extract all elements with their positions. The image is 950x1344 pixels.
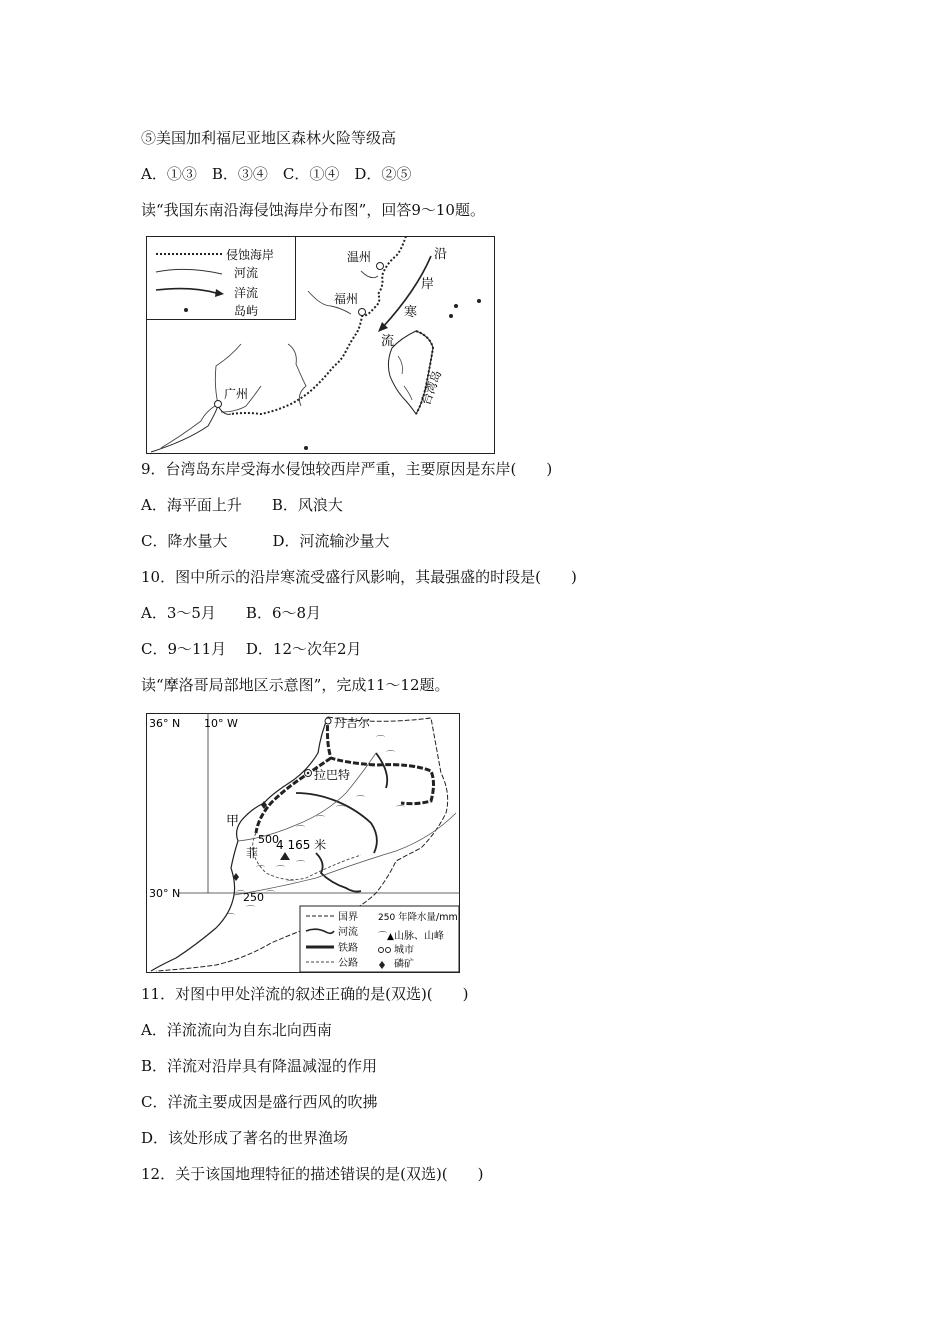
current-char-2: 岸: [421, 277, 435, 292]
city-wenzhou-marker: [377, 263, 384, 270]
svg-text:⌒: ⌒: [266, 891, 276, 901]
label-250: 250: [243, 891, 264, 904]
svg-text:⌒: ⌒: [256, 866, 266, 876]
peak-label: 4 165 米: [276, 838, 327, 852]
legend-isoline-value: 250: [378, 913, 396, 923]
lat-36n: 36° N: [149, 717, 181, 730]
svg-text:⌒: ⌒: [246, 906, 256, 916]
legend-river: 河流: [234, 266, 259, 280]
svg-text:⌒: ⌒: [336, 806, 346, 816]
city-tangier: 丹吉尔: [334, 716, 371, 730]
instruction-11-12: 读“摩洛哥局部地区示意图”，完成11～12题。: [141, 676, 450, 694]
taiwan-label: 台湾岛: [418, 368, 445, 408]
city-guangzhou: 广州: [224, 387, 249, 401]
question-9: 9．台湾岛东岸受海水侵蚀较西岸严重，主要原因是东岸( ): [141, 460, 553, 478]
label-jia: 甲: [226, 814, 240, 829]
svg-text:⌒: ⌒: [226, 914, 236, 924]
legend-island: 岛屿: [234, 304, 259, 318]
answer-options-8: A．①③ B．③④ C．①④ D．②⑤: [141, 165, 412, 183]
city-rabat-marker-inner: [307, 772, 310, 775]
svg-text:⌒: ⌒: [376, 736, 386, 746]
legend-mountain-symbol: ⌒▲: [378, 932, 394, 942]
island-dot: [449, 314, 453, 318]
svg-text:⌒: ⌒: [276, 866, 286, 876]
peak-icon: [280, 852, 290, 860]
legend-road: 公路: [338, 958, 358, 969]
svg-text:⌒: ⌒: [236, 891, 246, 901]
legend-river: 河流: [338, 927, 358, 938]
question-10: 10．图中所示的沿岸寒流受盛行风影响，其最强盛的时段是( ): [141, 568, 577, 586]
question-11-option-a: A．洋流流向为自东北向西南: [141, 1021, 332, 1039]
instruction-9-10: 读“我国东南沿海侵蚀海岸分布图”，回答9～10题。: [141, 201, 485, 219]
svg-text:⌒: ⌒: [386, 751, 396, 761]
lat-30n: 30° N: [149, 887, 181, 900]
question-10-options-ab: A．3～5月 B．6～8月: [141, 604, 322, 622]
morocco-map: [146, 713, 461, 973]
current-char-4: 流: [381, 334, 395, 349]
legend-city: 城市: [394, 945, 414, 956]
current-char-1: 沿: [434, 247, 448, 262]
legend-railway: 铁路: [338, 943, 358, 954]
lon-10w: 10° W: [204, 717, 238, 730]
question-9-options-ab: A．海平面上升 B．风浪大: [141, 496, 343, 514]
island-dot: [477, 299, 481, 303]
legend-city-symbol: [379, 948, 384, 953]
question-11: 11．对图中甲处洋流的叙述正确的是(双选)( ): [141, 985, 469, 1003]
question-12: 12．关于该国地理特征的描述错误的是(双选)( ): [141, 1165, 484, 1183]
legend-border: 国界: [338, 912, 358, 923]
legend-ocean-current: 洋流: [234, 286, 259, 300]
city-guangzhou-marker: [215, 401, 222, 408]
island-dot: [454, 304, 458, 308]
city-fuzhou-marker: [359, 309, 366, 316]
svg-text:⌒: ⌒: [396, 806, 406, 816]
svg-text:⌒: ⌒: [316, 816, 326, 826]
city-rabat: 拉巴特: [314, 768, 351, 782]
legend-phosphate: 磷矿: [394, 959, 414, 970]
svg-text:⌒: ⌒: [296, 826, 306, 836]
island-dot: [304, 446, 308, 450]
legend-erosion-coast: 侵蚀海岸: [226, 248, 275, 262]
current-char-3: 寒: [404, 305, 418, 320]
label-fei: 菲: [246, 846, 259, 860]
question-9-options-cd: C．降水量大 D．河流输沙量大: [141, 532, 390, 550]
question-11-option-d: D．该处形成了著名的世界渔场: [141, 1129, 349, 1147]
city-tangier-marker: [325, 718, 331, 724]
svg-text:⌒: ⌒: [286, 881, 296, 891]
question-11-option-c: C．洋流主要成因是盛行西风的吹拂: [141, 1093, 378, 1111]
option-line-5: ⑤美国加利福尼亚地区森林火险等级高: [141, 129, 397, 147]
svg-text:⌒: ⌒: [296, 861, 306, 871]
svg-text:⌒: ⌒: [356, 796, 366, 806]
question-11-option-b: B．洋流对沿岸具有降温减湿的作用: [141, 1057, 378, 1075]
question-10-options-cd: C．9～11月 D．12～次年2月: [141, 640, 362, 658]
legend-mountain: 山脉、山峰: [394, 931, 444, 942]
label-500: 500: [258, 833, 279, 846]
coast-erosion-map: [146, 236, 495, 454]
legend-rainfall: 年降水量/mm: [398, 912, 458, 923]
city-fuzhou: 福州: [334, 292, 359, 306]
city-wenzhou: 温州: [347, 250, 372, 264]
